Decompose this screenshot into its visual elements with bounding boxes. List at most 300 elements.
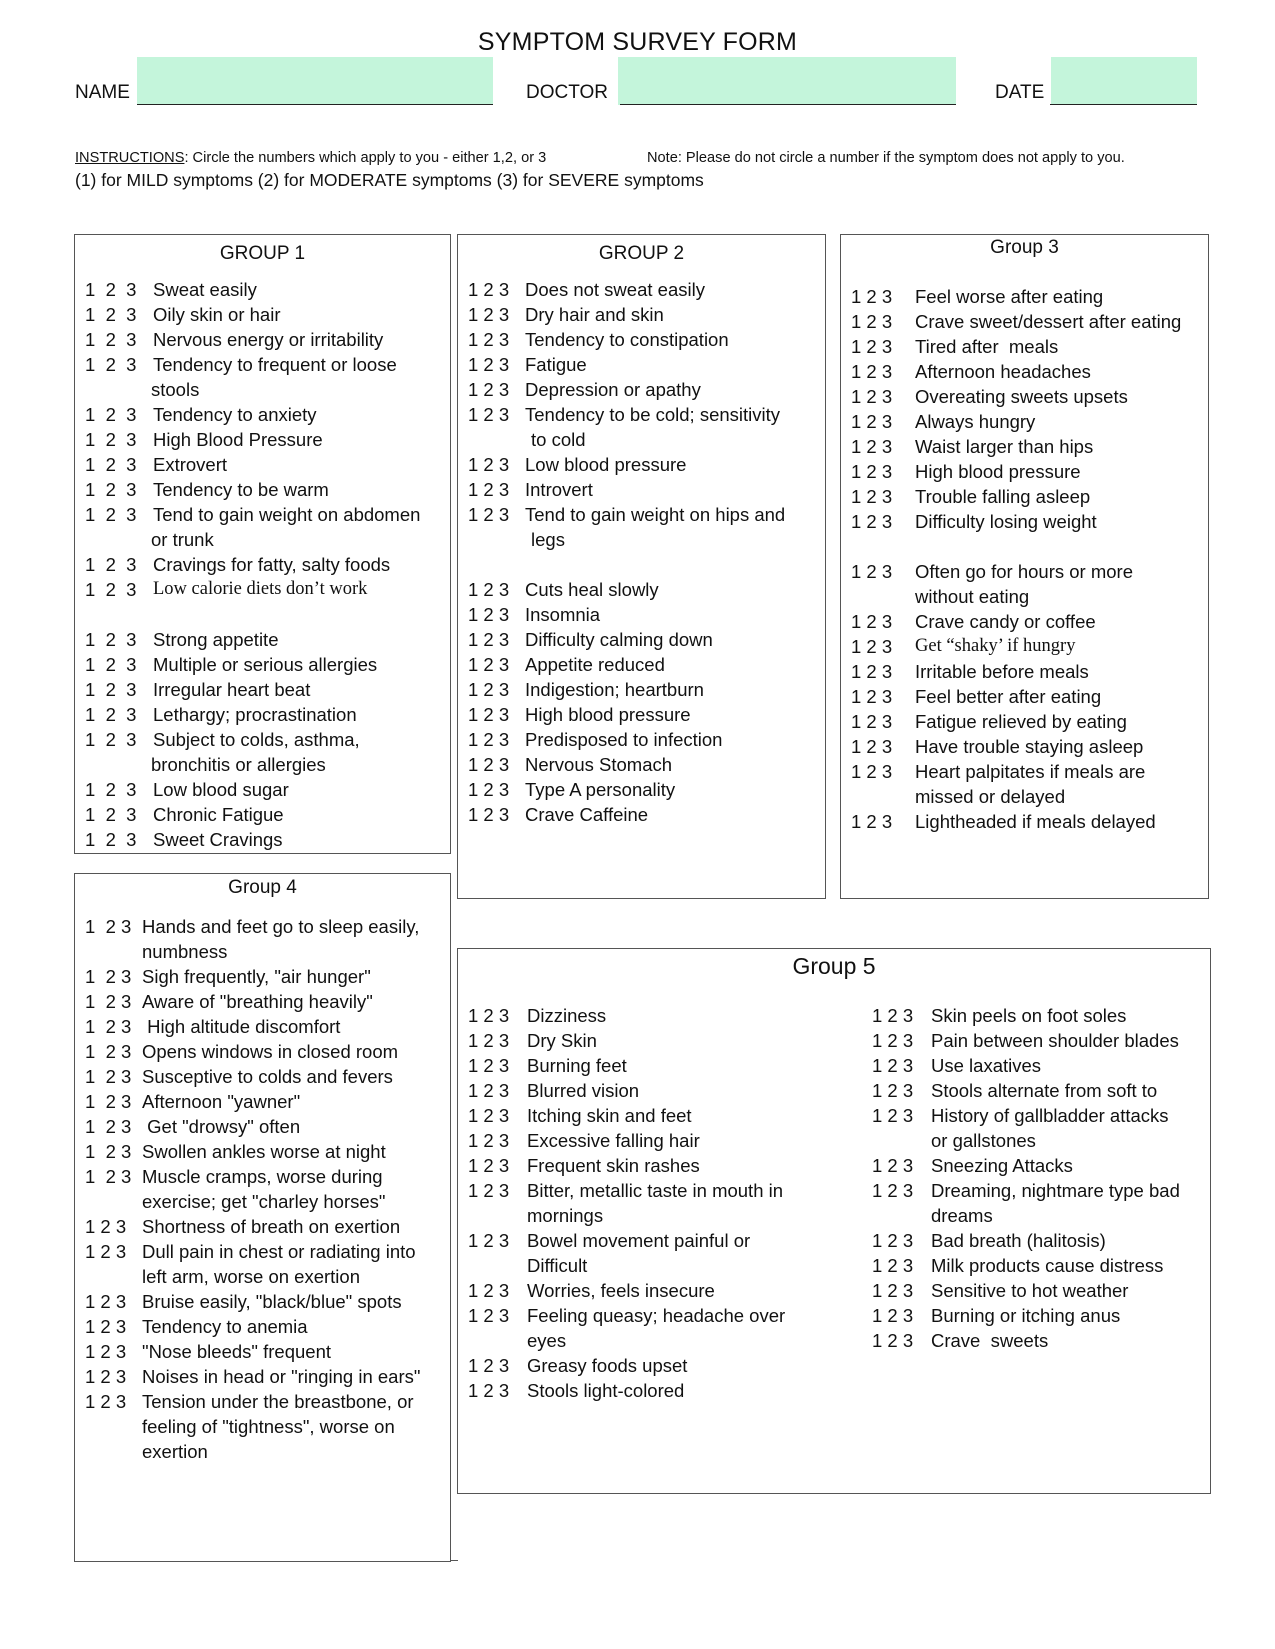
symptom-label: eyes [527, 1330, 567, 1351]
symptom-row [85, 1089, 420, 1114]
symptom-label: Dull pain in chest or radiating into [142, 1241, 416, 1262]
symptom-row [872, 1253, 1180, 1278]
severity-numbers[interactable]: 1 2 3 [85, 554, 137, 575]
symptom-row [85, 702, 420, 727]
symptom-row [872, 1328, 1180, 1353]
symptom-row [468, 452, 785, 477]
symptom-label: Milk products cause distress [931, 1255, 1164, 1276]
symptom-row [85, 652, 420, 677]
severity-numbers[interactable]: 1 2 3 [851, 386, 893, 407]
symptom-label: Tendency to be cold; sensitivity [525, 404, 781, 425]
severity-numbers[interactable]: 1 2 3 [872, 1255, 914, 1276]
severity-numbers[interactable]: 1 2 3 [872, 1230, 914, 1251]
symptom-row [468, 1353, 785, 1378]
symptom-label: Lethargy; procrastination [153, 704, 357, 725]
symptom-label: Sweat easily [153, 279, 257, 300]
symptom-row [468, 777, 785, 802]
severity-numbers[interactable]: 1 2 3 [85, 579, 137, 600]
symptom-row [85, 1239, 420, 1264]
severity-numbers[interactable]: 1 2 3 [468, 329, 510, 350]
symptom-label: Dry hair and skin [525, 304, 664, 325]
symptom-label: Dizziness [527, 1005, 607, 1026]
severity-numbers[interactable]: 1 2 3 [85, 704, 137, 725]
symptom-row [85, 1314, 420, 1339]
symptom-label: Difficulty losing weight [915, 511, 1097, 532]
severity-numbers[interactable]: 1 2 3 [85, 991, 132, 1012]
severity-numbers[interactable]: 1 2 3 [872, 1305, 914, 1326]
symptom-label: Bruise easily, "black/blue" spots [142, 1291, 402, 1312]
symptom-row [851, 409, 1181, 434]
symptom-row [468, 577, 785, 602]
symptom-row [468, 627, 785, 652]
symptom-label: Tend to gain weight on abdomen [153, 504, 421, 525]
severity-numbers[interactable]: 1 2 3 [85, 1091, 132, 1112]
symptom-label: Fatigue relieved by eating [915, 711, 1127, 732]
symptom-label: Aware of "breathing heavily" [142, 991, 373, 1012]
severity-numbers[interactable]: 1 2 3 [468, 604, 510, 625]
severity-numbers[interactable]: 1 2 3 [85, 1166, 132, 1187]
symptom-label: Susceptive to colds and fevers [142, 1066, 393, 1087]
symptom-label: Crave sweet/dessert after eating [915, 311, 1182, 332]
group-3-list [851, 284, 1181, 834]
symptom-label: or gallstones [931, 1130, 1036, 1151]
symptom-label: Crave candy or coffee [915, 611, 1096, 632]
symptom-label: Bad breath (halitosis) [931, 1230, 1106, 1251]
severity-numbers[interactable]: 1 2 3 [85, 966, 132, 987]
symptom-row [85, 827, 420, 852]
symptom-label: Bowel movement painful or [527, 1230, 751, 1251]
symptom-label: Subject to colds, asthma, [153, 729, 360, 750]
group-5-right-list [872, 1003, 1180, 1353]
symptom-row [85, 327, 420, 352]
symptom-label: Excessive falling hair [527, 1130, 700, 1151]
symptom-row [468, 327, 785, 352]
group-1-list [85, 277, 420, 852]
severity-numbers[interactable]: 1 2 3 [85, 479, 137, 500]
symptom-row [468, 1003, 785, 1028]
group-1-box [74, 234, 451, 854]
symptom-label: dreams [931, 1205, 993, 1226]
symptom-label: Itching skin and feet [527, 1105, 692, 1126]
symptom-label: Overeating sweets upsets [915, 386, 1128, 407]
severity-numbers[interactable]: 1 2 3 [851, 811, 893, 832]
symptom-label: Stools light-colored [527, 1380, 685, 1401]
symptom-label: Crave sweets [931, 1330, 1049, 1351]
severity-numbers[interactable]: 1 2 3 [468, 704, 510, 725]
symptom-row [851, 559, 1181, 584]
name-label: NAME [75, 82, 130, 103]
symptom-row [851, 509, 1181, 534]
symptom-label: Greasy foods upset [527, 1355, 688, 1376]
symptom-row [85, 1114, 420, 1139]
group-4-tail [450, 1560, 458, 1561]
severity-numbers[interactable]: 1 2 3 [851, 661, 893, 682]
symptom-label: Crave Caffeine [525, 804, 649, 825]
symptom-continuation [851, 584, 1181, 609]
symptom-label: Tendency to constipation [525, 329, 729, 350]
severity-numbers[interactable]: 1 2 3 [85, 1341, 127, 1362]
severity-numbers[interactable]: 1 2 3 [468, 454, 510, 475]
symptom-row [851, 384, 1181, 409]
symptom-row [85, 1289, 420, 1314]
symptom-label: Tendency to frequent or loose [153, 354, 397, 375]
symptom-label: Skin peels on foot soles [931, 1005, 1127, 1026]
group-3-box [840, 234, 1209, 899]
symptom-row [468, 727, 785, 752]
symptom-label: Predisposed to infection [525, 729, 723, 750]
symptom-label: Stools alternate from soft to [931, 1080, 1158, 1101]
date-label: DATE [995, 82, 1045, 103]
severity-numbers[interactable]: 1 2 3 [85, 279, 137, 300]
symptom-row [85, 552, 420, 577]
symptom-continuation [85, 1189, 420, 1214]
severity-numbers[interactable]: 1 2 3 [851, 636, 893, 657]
symptom-label: Bitter, metallic taste in mouth in [527, 1180, 784, 1201]
severity-numbers[interactable]: 1 2 3 [872, 1055, 914, 1076]
symptom-label: Tired after meals [915, 336, 1059, 357]
symptom-continuation [468, 427, 785, 452]
symptom-row [85, 914, 420, 939]
symptom-label: Sweet Cravings [153, 829, 283, 850]
severity-numbers[interactable]: 1 2 3 [468, 729, 510, 750]
severity-numbers[interactable]: 1 2 3 [85, 1141, 132, 1162]
symptom-label: Afternoon headaches [915, 361, 1091, 382]
symptom-label: Afternoon "yawner" [142, 1091, 301, 1112]
symptom-row [468, 1378, 785, 1403]
symptom-label: Hands and feet go to sleep easily, [142, 916, 420, 937]
symptom-row [468, 1028, 785, 1053]
symptom-row [872, 1278, 1180, 1303]
severity-numbers[interactable]: 1 2 3 [468, 654, 510, 675]
symptom-label: Burning or itching anus [931, 1305, 1121, 1326]
symptom-row [85, 502, 420, 527]
severity-numbers[interactable]: 1 2 3 [872, 1280, 914, 1301]
date-field[interactable] [1051, 57, 1197, 105]
severity-numbers[interactable]: 1 2 3 [851, 511, 893, 532]
severity-numbers[interactable]: 1 2 3 [85, 454, 137, 475]
severity-numbers[interactable]: 1 2 3 [468, 379, 510, 400]
symptom-row [468, 1103, 785, 1128]
group-4-title: Group 4 [228, 877, 297, 898]
symptom-row [468, 802, 785, 827]
symptom-label: Strong appetite [153, 629, 279, 650]
severity-numbers[interactable]: 1 2 3 [468, 354, 510, 375]
symptom-label: Irritable before meals [915, 661, 1089, 682]
severity-numbers[interactable]: 1 2 3 [872, 1330, 914, 1351]
symptom-label: Tendency to anxiety [153, 404, 317, 425]
severity-numbers[interactable]: 1 2 3 [851, 686, 893, 707]
symptom-row [85, 1064, 420, 1089]
symptom-label: Have trouble staying asleep [915, 736, 1144, 757]
symptom-label: Noises in head or "ringing in ears" [142, 1366, 421, 1387]
severity-numbers[interactable]: 1 2 3 [851, 561, 893, 582]
severity-numbers[interactable]: 1 2 3 [468, 1005, 510, 1026]
symptom-row [468, 1178, 785, 1203]
symptom-row [851, 759, 1181, 784]
severity-numbers[interactable]: 1 2 3 [85, 1291, 127, 1312]
severity-numbers[interactable]: 1 2 3 [85, 1116, 132, 1137]
severity-numbers[interactable]: 1 2 3 [851, 736, 893, 757]
symptom-row [851, 359, 1181, 384]
symptom-row [85, 1164, 420, 1189]
symptom-row [872, 1178, 1180, 1203]
severity-numbers[interactable]: 1 2 3 [851, 486, 893, 507]
severity-numbers[interactable]: 1 2 3 [468, 579, 510, 600]
severity-numbers[interactable]: 1 2 3 [872, 1030, 914, 1051]
symptom-row [85, 277, 420, 302]
symptom-continuation [85, 939, 420, 964]
list-spacer [468, 552, 785, 577]
symptom-label: High blood pressure [915, 461, 1081, 482]
severity-numbers[interactable]: 1 2 3 [468, 404, 510, 425]
severity-numbers[interactable]: 1 2 3 [851, 436, 893, 457]
severity-numbers[interactable]: 1 2 3 [85, 779, 137, 800]
severity-numbers[interactable]: 1 2 3 [851, 411, 893, 432]
symptom-label: Always hungry [915, 411, 1036, 432]
severity-numbers[interactable]: 1 2 3 [468, 1380, 510, 1401]
severity-numbers[interactable]: 1 2 3 [85, 404, 137, 425]
symptom-row [468, 1153, 785, 1178]
symptom-row [85, 477, 420, 502]
symptom-label: Often go for hours or more [915, 561, 1133, 582]
symptom-row [468, 402, 785, 427]
severity-numbers[interactable]: 1 2 3 [85, 504, 137, 525]
severity-numbers[interactable]: 1 2 3 [85, 679, 137, 700]
severity-numbers[interactable]: 1 2 3 [85, 1016, 132, 1037]
severity-numbers[interactable]: 1 2 3 [851, 311, 893, 332]
symptom-row [872, 1078, 1180, 1103]
symptom-continuation [85, 1439, 420, 1464]
symptom-label: feeling of "tightness", worse on [142, 1416, 395, 1437]
symptom-row [851, 434, 1181, 459]
symptom-label: Opens windows in closed room [142, 1041, 399, 1062]
severity-numbers[interactable]: 1 2 3 [85, 829, 137, 850]
severity-levels: (1) for MILD symptoms (2) for MODERATE symptoms (3) for SEVERE symptoms [75, 170, 704, 190]
severity-numbers[interactable]: 1 2 3 [468, 1155, 510, 1176]
severity-numbers[interactable]: 1 2 3 [468, 504, 510, 525]
severity-numbers[interactable]: 1 2 3 [468, 1355, 510, 1376]
symptom-row [872, 1053, 1180, 1078]
symptom-label: Lightheaded if meals delayed [915, 811, 1156, 832]
symptom-label: Difficulty calming down [525, 629, 713, 650]
symptom-row [85, 452, 420, 477]
severity-numbers[interactable]: 1 2 3 [85, 1066, 132, 1087]
instructions-note: Note: Please do not circle a number if the symptom does not apply to you. [647, 150, 1125, 166]
severity-numbers[interactable]: 1 2 3 [872, 1080, 914, 1101]
symptom-row [468, 702, 785, 727]
symptom-row [85, 402, 420, 427]
severity-numbers[interactable]: 1 2 3 [85, 304, 137, 325]
severity-numbers[interactable]: 1 2 3 [468, 804, 510, 825]
symptom-label: High altitude discomfort [142, 1016, 341, 1037]
severity-numbers[interactable]: 1 2 3 [468, 754, 510, 775]
instructions-text: : Circle the numbers which apply to you - either 1,2, or 3 [184, 150, 547, 166]
symptom-row [872, 1228, 1180, 1253]
symptom-row [85, 1139, 420, 1164]
doctor-underline [620, 104, 956, 105]
symptom-row [85, 989, 420, 1014]
symptom-label: Burning feet [527, 1055, 627, 1076]
symptom-label: Low blood sugar [153, 779, 289, 800]
severity-numbers[interactable]: 1 2 3 [851, 361, 893, 382]
symptom-label: Dry Skin [527, 1030, 597, 1051]
severity-numbers[interactable]: 1 2 3 [85, 1391, 127, 1412]
severity-numbers[interactable]: 1 2 3 [85, 1041, 132, 1062]
symptom-label: Nervous energy or irritability [153, 329, 384, 350]
symptom-label: History of gallbladder attacks [931, 1105, 1169, 1126]
symptom-label: Get “shaky’ if hungry [915, 636, 1076, 656]
symptom-row [851, 284, 1181, 309]
symptom-row [851, 634, 1181, 659]
symptom-row [851, 484, 1181, 509]
severity-numbers[interactable]: 1 2 3 [468, 779, 510, 800]
symptom-continuation [85, 1414, 420, 1439]
severity-numbers[interactable]: 1 2 3 [85, 1241, 127, 1262]
severity-numbers[interactable]: 1 2 3 [85, 354, 137, 375]
severity-numbers[interactable]: 1 2 3 [85, 729, 137, 750]
severity-numbers[interactable]: 1 2 3 [872, 1105, 914, 1126]
symptom-label: to cold [531, 429, 586, 450]
severity-numbers[interactable]: 1 2 3 [468, 1030, 510, 1051]
symptom-label: numbness [142, 941, 228, 962]
severity-numbers[interactable]: 1 2 3 [85, 329, 137, 350]
symptom-label: Indigestion; heartburn [525, 679, 704, 700]
severity-numbers[interactable]: 1 2 3 [851, 761, 893, 782]
severity-numbers[interactable]: 1 2 3 [468, 1305, 510, 1326]
group-2-box [457, 234, 826, 899]
severity-numbers[interactable]: 1 2 3 [85, 804, 137, 825]
symptom-label: "Nose bleeds" frequent [142, 1341, 332, 1362]
symptom-row [872, 1103, 1180, 1128]
symptom-row [851, 709, 1181, 734]
name-field[interactable] [137, 57, 493, 105]
form-title: SYMPTOM SURVEY FORM [477, 28, 798, 56]
symptom-row [85, 1214, 420, 1239]
symptom-row [468, 677, 785, 702]
symptom-continuation [851, 784, 1181, 809]
symptom-row [872, 1303, 1180, 1328]
symptom-label: Appetite reduced [525, 654, 665, 675]
symptom-continuation [872, 1203, 1180, 1228]
symptom-continuation [468, 1328, 785, 1353]
severity-numbers[interactable]: 1 2 3 [468, 1080, 510, 1101]
symptom-continuation [468, 1253, 785, 1278]
symptom-label: Trouble falling asleep [915, 486, 1091, 507]
severity-numbers[interactable]: 1 2 3 [872, 1180, 914, 1201]
symptom-label: missed or delayed [915, 786, 1066, 807]
symptom-row [468, 302, 785, 327]
severity-numbers[interactable]: 1 2 3 [468, 1055, 510, 1076]
instructions-heading: INSTRUCTIONS [75, 150, 185, 166]
severity-numbers[interactable]: 1 2 3 [851, 461, 893, 482]
symptom-label: Sensitive to hot weather [931, 1280, 1129, 1301]
symptom-row [85, 427, 420, 452]
severity-numbers[interactable]: 1 2 3 [851, 286, 893, 307]
severity-numbers[interactable]: 1 2 3 [85, 654, 137, 675]
severity-numbers[interactable]: 1 2 3 [85, 1366, 127, 1387]
severity-numbers[interactable]: 1 2 3 [872, 1005, 914, 1026]
symptom-label: Nervous Stomach [525, 754, 673, 775]
symptom-row [468, 352, 785, 377]
symptom-row [85, 352, 420, 377]
symptom-label: Tension under the breastbone, or [142, 1391, 414, 1412]
symptom-row [85, 302, 420, 327]
symptom-row [85, 802, 420, 827]
severity-numbers[interactable]: 1 2 3 [851, 611, 893, 632]
severity-numbers[interactable]: 1 2 3 [468, 629, 510, 650]
symptom-label: Tend to gain weight on hips and [525, 504, 786, 525]
symptom-label: Heart palpitates if meals are [915, 761, 1146, 782]
severity-numbers[interactable]: 1 2 3 [468, 279, 510, 300]
severity-numbers[interactable]: 1 2 3 [872, 1155, 914, 1176]
symptom-label: Sneezing Attacks [931, 1155, 1073, 1176]
severity-numbers[interactable]: 1 2 3 [85, 1216, 127, 1237]
severity-numbers[interactable]: 1 2 3 [468, 1180, 510, 1201]
group-4-box [74, 873, 451, 1562]
severity-numbers[interactable]: 1 2 3 [468, 1130, 510, 1151]
symptom-label: Get "drowsy" often [142, 1116, 301, 1137]
symptom-row [851, 809, 1181, 834]
symptom-label: Low calorie diets don’t work [153, 579, 368, 599]
symptom-label: Muscle cramps, worse during [142, 1166, 383, 1187]
symptom-continuation [85, 752, 420, 777]
symptom-row [872, 1028, 1180, 1053]
symptom-label: Tendency to be warm [153, 479, 329, 500]
symptom-row [468, 1128, 785, 1153]
date-underline [1050, 104, 1197, 105]
severity-numbers[interactable]: 1 2 3 [85, 916, 132, 937]
severity-numbers[interactable]: 1 2 3 [468, 1230, 510, 1251]
severity-numbers[interactable]: 1 2 3 [468, 479, 510, 500]
symptom-label: Cravings for fatty, salty foods [153, 554, 391, 575]
symptom-row [872, 1003, 1180, 1028]
severity-numbers[interactable]: 1 2 3 [85, 629, 137, 650]
severity-numbers[interactable]: 1 2 3 [468, 304, 510, 325]
symptom-label: stools [151, 379, 200, 400]
severity-numbers[interactable]: 1 2 3 [468, 1105, 510, 1126]
symptom-label: left arm, worse on exertion [142, 1266, 360, 1287]
symptom-label: Feeling queasy; headache over [527, 1305, 786, 1326]
group-4-list [85, 914, 420, 1464]
severity-numbers[interactable]: 1 2 3 [851, 336, 893, 357]
symptom-row [85, 1364, 420, 1389]
symptom-row [872, 1153, 1180, 1178]
symptom-label: or trunk [151, 529, 214, 550]
symptom-row [851, 734, 1181, 759]
severity-numbers[interactable]: 1 2 3 [851, 711, 893, 732]
severity-numbers[interactable]: 1 2 3 [85, 1316, 127, 1337]
symptom-continuation [85, 377, 420, 402]
symptom-label: Fatigue [525, 354, 587, 375]
symptom-label: Use laxatives [931, 1055, 1042, 1076]
symptom-label: legs [531, 529, 565, 550]
severity-numbers[interactable]: 1 2 3 [468, 679, 510, 700]
group-5-title: Group 5 [792, 953, 876, 979]
severity-numbers[interactable]: 1 2 3 [85, 429, 137, 450]
severity-numbers[interactable]: 1 2 3 [468, 1280, 510, 1301]
symptom-row [85, 727, 420, 752]
doctor-field[interactable] [618, 57, 956, 105]
symptom-row [468, 652, 785, 677]
symptom-row [851, 459, 1181, 484]
symptom-label: Feel worse after eating [915, 286, 1104, 307]
symptom-label: exertion [142, 1441, 208, 1462]
symptom-row [85, 777, 420, 802]
symptom-label: Chronic Fatigue [153, 804, 284, 825]
symptom-row [851, 684, 1181, 709]
symptom-row [85, 577, 420, 602]
symptom-label: High Blood Pressure [153, 429, 323, 450]
